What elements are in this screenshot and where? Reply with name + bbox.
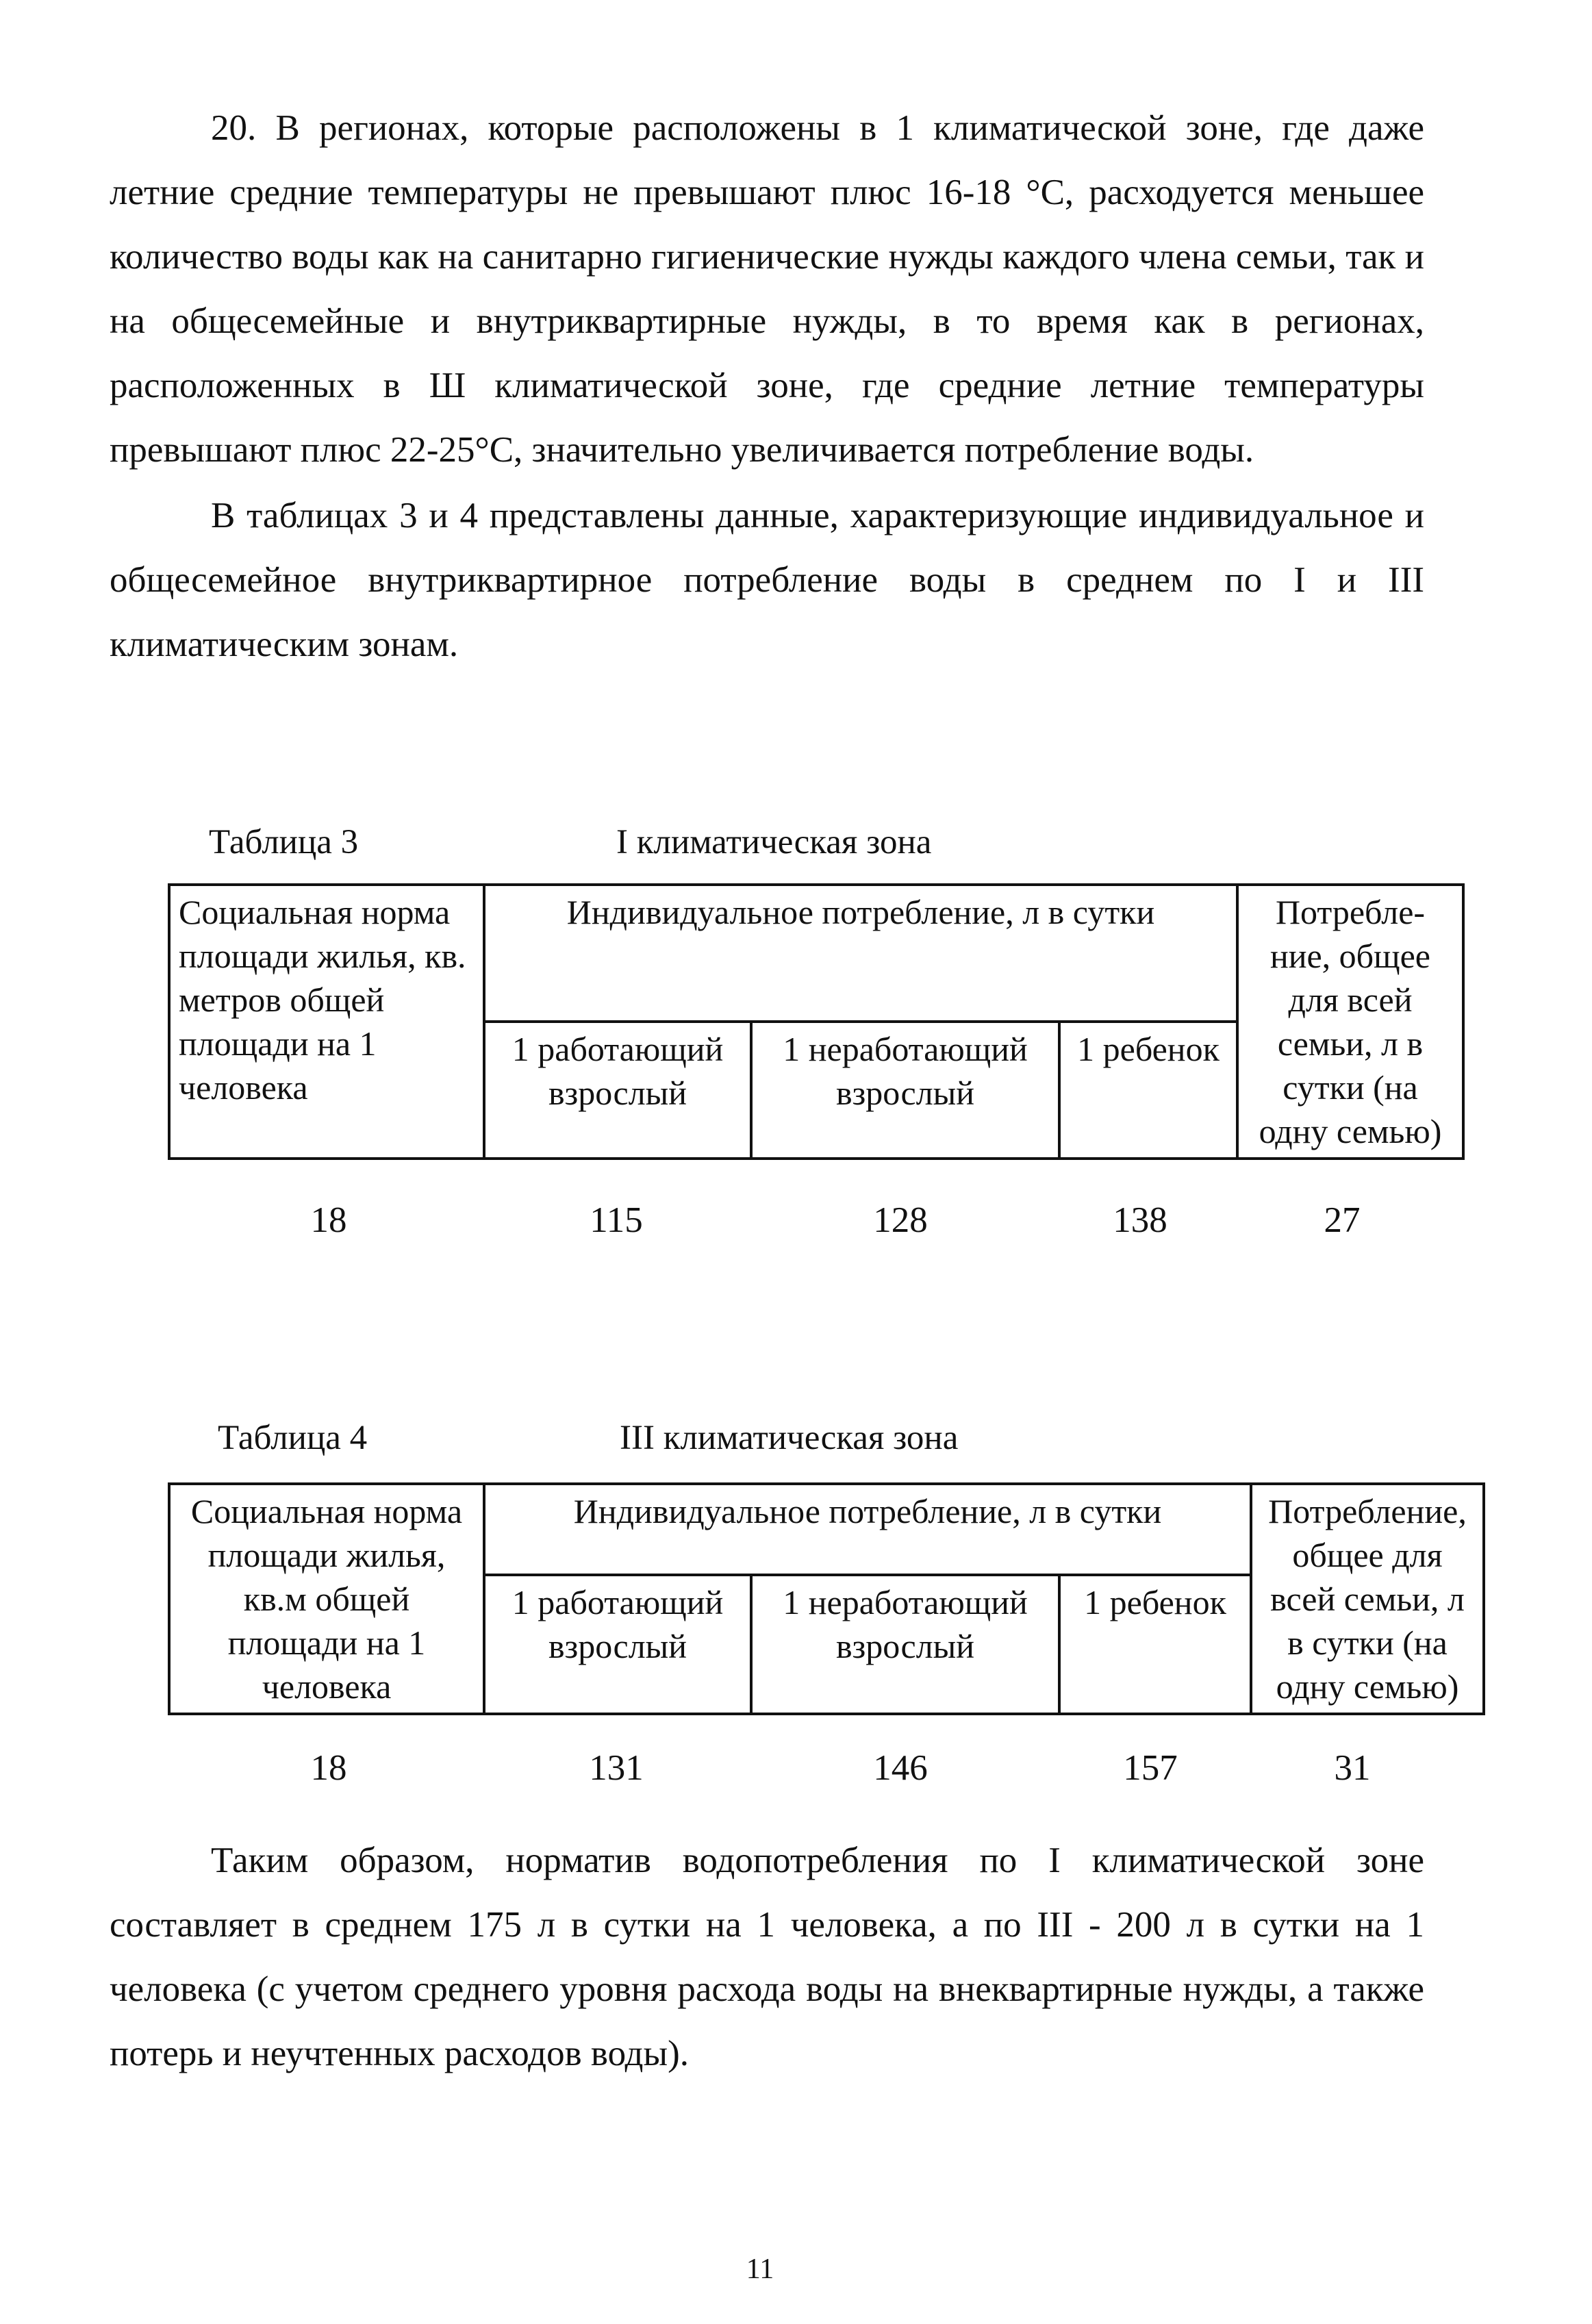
paragraph-conclusion bbox=[110, 1828, 1424, 2086]
paragraph-20 bbox=[110, 96, 1424, 482]
table4-value-nonworking: 146 bbox=[873, 1748, 928, 1788]
table3-values-row bbox=[0, 1200, 1592, 1248]
table4-sub-nonworking-adult: 1 неработающий взрослый bbox=[751, 1575, 1059, 1714]
paragraph-text: Таким образом, норматив водопотребления по I климатической зоне составляет в среднем 175 л в сутки на 1 человека, а по III - 200 л в сутки на 1 человека (с учетом среднего уровня расхода воды на внеквартирные нужды, а также потерь и неучтенных расходов воды). bbox=[110, 1841, 1424, 2073]
table3-sub-working-adult: 1 работающий взрослый bbox=[484, 1022, 751, 1159]
table4-zone: III климатическая зона bbox=[620, 1419, 959, 1457]
page-number: 11 bbox=[746, 2253, 774, 2285]
table3-value-child: 138 bbox=[1113, 1200, 1167, 1240]
table4 bbox=[168, 1482, 1485, 1715]
table4-value-child: 157 bbox=[1123, 1748, 1178, 1788]
table3 bbox=[168, 883, 1465, 1160]
table3-value-nonworking: 128 bbox=[873, 1200, 928, 1240]
paragraph-tables-intro bbox=[110, 483, 1424, 677]
table3-value-area: 18 bbox=[310, 1200, 347, 1240]
table4-group-header: Индивидуальное потребление, л в сутки bbox=[484, 1484, 1251, 1575]
table4-sub-working-adult: 1 работающий взрослый bbox=[484, 1575, 751, 1714]
table3-col5-header: Потребле-ние, общее для всей семьи, л в сутки (на одну семью) bbox=[1237, 885, 1463, 1159]
table3-sub-child: 1 ребенок bbox=[1059, 1022, 1237, 1159]
table4-col5-header: Потребление, общее для всей семьи, л в сутки (на одну семью) bbox=[1251, 1484, 1484, 1714]
paragraph-text: В таблицах 3 и 4 представлены данные, характеризующие индивидуальное и общесемейное внутриквартирное потребление воды в среднем по I и III климатическим зонам. bbox=[110, 496, 1424, 664]
table4-value-working: 131 bbox=[589, 1748, 644, 1788]
table4-values-row bbox=[0, 1747, 1592, 1795]
table4-value-family: 31 bbox=[1334, 1748, 1371, 1788]
table3-sub-nonworking-adult: 1 неработающий взрослый bbox=[751, 1022, 1059, 1159]
table3-group-header: Индивидуальное потребление, л в сутки bbox=[484, 885, 1237, 1022]
table3-value-family: 27 bbox=[1324, 1200, 1361, 1240]
table4-sub-child: 1 ребенок bbox=[1059, 1575, 1251, 1714]
table4-value-area: 18 bbox=[310, 1748, 347, 1788]
table3-label: Таблица 3 bbox=[209, 823, 359, 861]
table4-label: Таблица 4 bbox=[218, 1419, 368, 1457]
paragraph-text: 20. В регионах, которые расположены в 1 климатической зоне, где даже летние средние температуры не превышают плюс 16-18 °С, расходуется меньшее количество воды как на санитарно гигиенические нужды каждого члена семьи, так и на общесемейные и внутриквартирные нужды, в то время как в регионах, расположенных в Ш климатической зоне, где средние летние температуры превышают плюс 22-25°С, значительно увеличивается потребление воды. bbox=[110, 108, 1424, 470]
table4-col1-header: Социальная норма площади жилья, кв.м общей площади на 1 человека bbox=[169, 1484, 484, 1714]
table3-value-working: 115 bbox=[590, 1200, 643, 1240]
table3-zone: I климатическая зона bbox=[616, 823, 932, 861]
table3-col1-header: Социальная норма площади жилья, кв. метров общей площади на 1 человека bbox=[169, 885, 484, 1159]
